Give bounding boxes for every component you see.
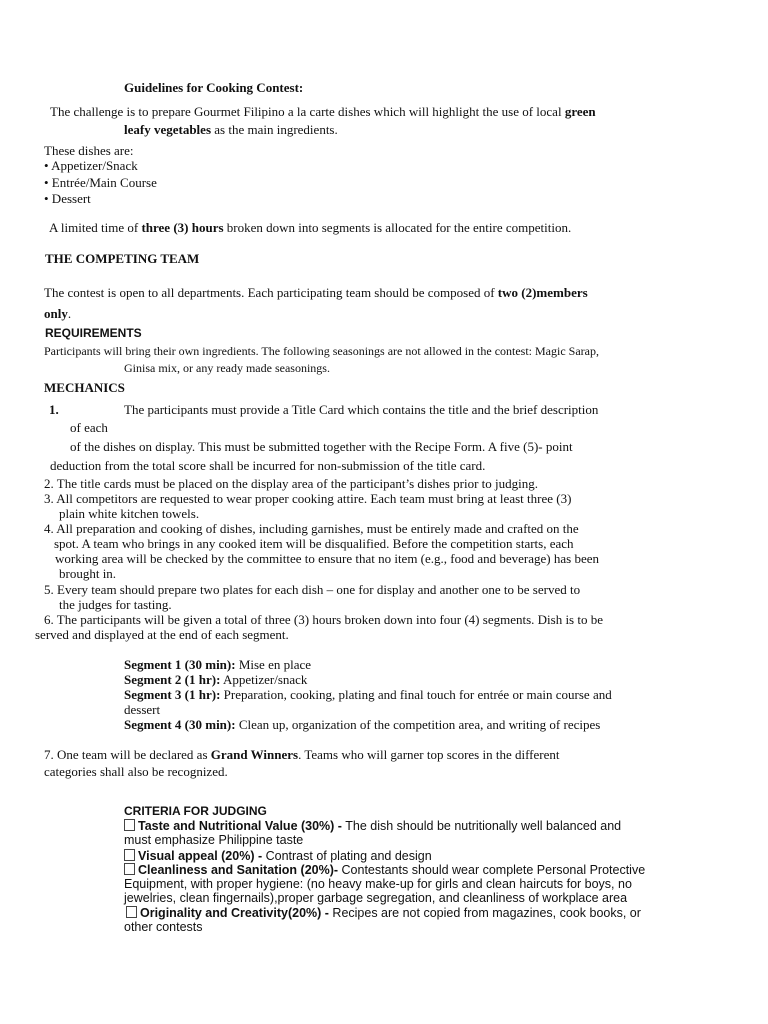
mechanics-item-6: served and displayed at the end of each segment. <box>35 627 289 642</box>
criteria-text: Equipment, with proper hygiene: (no heavy make-up for girls and clean haircuts for boys, no <box>124 877 632 891</box>
intro-bold-2: leafy vegetables <box>124 122 212 137</box>
time-note-bold: three (3) hours <box>141 220 224 235</box>
checkbox-icon <box>124 849 135 861</box>
segment-label: Segment 2 (1 hr): <box>124 672 221 687</box>
team-text: The contest is open to all departments. Each participating team should be composed of <box>44 285 495 300</box>
criteria-item <box>124 819 621 833</box>
dish-item: • Entrée/Main Course <box>44 175 157 190</box>
segment-row <box>124 672 307 688</box>
segment-text: Preparation, cooking, plating and final touch for entrée or main course and <box>223 687 612 702</box>
time-note <box>49 220 571 236</box>
item-7-bold: Grand Winners <box>210 747 299 762</box>
mechanics-item-1: deduction from the total score shall be incurred for non-submission of the title card. <box>50 458 486 473</box>
segment-text: Mise en place <box>238 657 312 672</box>
criteria-label: Taste and Nutritional Value (30%) - <box>138 819 342 833</box>
intro-bold: green <box>564 104 596 119</box>
segment-label: Segment 3 (1 hr): <box>124 687 221 702</box>
criteria-text: Contrast of plating and design <box>265 849 432 863</box>
item-7-post: . Teams who will garner top scores in the different <box>298 747 560 762</box>
team-text-2: . <box>67 306 72 321</box>
segment-row <box>124 702 160 718</box>
mechanics-item-1-number: 1. <box>49 402 59 417</box>
segment-label: Segment 4 (30 min): <box>124 717 236 732</box>
intro-text: The challenge is to prepare Gourmet Filipino a la carte dishes which will highlight the use of local <box>50 104 562 119</box>
mechanics-item-4: brought in. <box>59 566 117 581</box>
mechanics-item-2: 2. The title cards must be placed on the display area of the participant’s dishes prior to judging. <box>44 476 538 491</box>
team-bold-2: only <box>44 306 68 321</box>
requirements-heading: REQUIREMENTS <box>45 326 142 340</box>
checkbox-icon <box>124 819 135 831</box>
criteria-label: Originality and Creativity(20%) - <box>140 906 329 920</box>
requirements-line-2: Ginisa mix, or any ready made seasonings. <box>124 361 330 375</box>
segment-text: dessert <box>124 702 161 717</box>
dishes-heading: These dishes are: <box>44 143 134 158</box>
team-line-1 <box>44 285 588 301</box>
intro-line-1 <box>50 104 596 120</box>
mechanics-item-5: 5. Every team should prepare two plates for each dish – one for display and another one to be served to <box>44 582 581 597</box>
criteria-label: Cleanliness and Sanitation (20%)- <box>138 863 339 877</box>
page-title: Guidelines for Cooking Contest: <box>124 80 304 95</box>
criteria-text: Recipes are not copied from magazines, cook books, or <box>332 906 641 920</box>
mechanics-item-4: working area will be checked by the committee to ensure that no item (e.g., food and beverage) has been <box>55 551 599 566</box>
checkbox-icon <box>124 863 135 875</box>
criteria-heading: CRITERIA FOR JUDGING <box>124 804 267 818</box>
mechanics-item-1: of each <box>70 420 108 435</box>
mechanics-item-4: spot. A team who brings in any cooked item will be disqualified. Before the competition starts, each <box>54 536 574 551</box>
segment-text: Appetizer/snack <box>222 672 308 687</box>
criteria-text: must emphasize Philippine taste <box>124 833 304 847</box>
mechanics-item-3: plain white kitchen towels. <box>59 506 200 521</box>
intro-text-2: as the main ingredients. <box>214 122 338 137</box>
team-line-2 <box>44 306 71 322</box>
time-note-post: broken down into segments is allocated for the entire competition. <box>226 220 572 235</box>
mechanics-item-1: of the dishes on display. This must be submitted together with the Recipe Form. A five (5)- point <box>70 439 573 454</box>
dish-item: • Appetizer/Snack <box>44 158 138 173</box>
mechanics-item-1: The participants must provide a Title Card which contains the title and the brief description <box>124 402 599 417</box>
criteria-text: other contests <box>124 920 203 934</box>
criteria-item <box>126 906 641 920</box>
team-bold: two (2)members <box>497 285 588 300</box>
criteria-item <box>124 849 432 863</box>
dish-item: • Dessert <box>44 191 91 206</box>
segment-label: Segment 1 (30 min): <box>124 657 236 672</box>
team-heading: THE COMPETING TEAM <box>45 251 200 266</box>
segment-row <box>124 717 600 733</box>
item-7-pre: 7. One team will be declared as <box>44 747 208 762</box>
criteria-label: Visual appeal (20%) - <box>138 849 263 863</box>
checkbox-icon <box>126 906 137 918</box>
mechanics-item-5: the judges for tasting. <box>59 597 172 612</box>
segment-text: Clean up, organization of the competition area, and writing of recipes <box>238 717 601 732</box>
mechanics-item-7 <box>44 747 560 763</box>
criteria-text: Contestants should wear complete Personal Protective <box>341 863 646 877</box>
criteria-item <box>124 863 645 877</box>
requirements-line-1: Participants will bring their own ingredients. The following seasonings are not allowed in the contest: Magic Sarap, <box>44 344 599 358</box>
criteria-text: jewelries, clean fingernails),proper garbage segregation, and cleanliness of workplace area <box>124 891 628 905</box>
mechanics-item-4: 4. All preparation and cooking of dishes, including garnishes, must be entirely made and crafted on the <box>44 521 579 536</box>
intro-line-2 <box>124 122 338 138</box>
segment-row <box>124 657 311 673</box>
mechanics-heading: MECHANICS <box>44 380 125 395</box>
time-note-pre: A limited time of <box>49 220 139 235</box>
mechanics-item-7: categories shall also be recognized. <box>44 764 228 779</box>
mechanics-item-3: 3. All competitors are requested to wear proper cooking attire. Each team must bring at least three (3) <box>44 491 572 506</box>
segment-row <box>124 687 612 703</box>
mechanics-item-6: 6. The participants will be given a total of three (3) hours broken down into four (4) segments. Dish is to be <box>44 612 603 627</box>
criteria-text: The dish should be nutritionally well balanced and <box>345 819 622 833</box>
